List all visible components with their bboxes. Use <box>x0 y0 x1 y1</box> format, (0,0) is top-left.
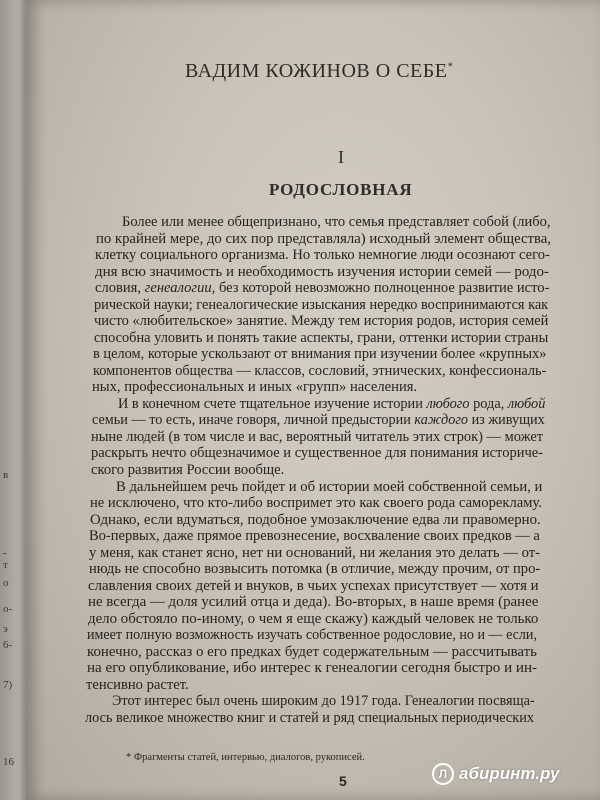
text-line <box>89 528 540 545</box>
text-span: чисто «любительское» занятие. Между тем история родов, история семей <box>94 313 549 330</box>
text-span: рической науки; генеалогические изыскания нередко воспринимаются как <box>94 296 549 313</box>
text-line <box>118 396 545 413</box>
text-span: клетку социального организма. Но только немногие люди осознают сего- <box>95 247 550 264</box>
text-line <box>87 644 537 661</box>
text-line <box>88 594 538 611</box>
text-span: у меня, как станет ясно, нет ни оснований, ни желания это делать — от- <box>89 544 541 561</box>
text-span: по крайней мере, до сих пор представляла) исходный элемент общества, <box>96 230 551 247</box>
text-line <box>116 479 542 496</box>
left-page-fragment: 7) <box>3 679 13 691</box>
text-line <box>91 445 543 462</box>
text-line <box>90 495 542 512</box>
text-span: тенсивно растет. <box>86 676 189 693</box>
text-line <box>93 363 546 380</box>
text-span: дня всю значимость и необходимость изучения истории семей — родо- <box>95 263 549 280</box>
text-line <box>89 545 540 562</box>
text-span: без которой невозможно полноценное развитие исто- <box>215 280 550 297</box>
left-page-fragment: - <box>3 547 7 559</box>
text-line <box>87 660 537 677</box>
left-page-fragment: о <box>3 577 9 589</box>
text-span: семьи — то есть, иначе говоря, личной предыстории <box>92 412 415 429</box>
text-span: рода, <box>469 395 508 412</box>
text-span: из живущих <box>468 412 545 429</box>
text-line <box>91 429 543 446</box>
text-span: раскрыть нечто общезначимое и существенное для понимания историче- <box>91 445 544 462</box>
text-span: Однако, если вдуматься, подобное умозаключение едва ли правомерно. <box>90 511 541 528</box>
text-line <box>94 297 548 314</box>
text-line <box>91 462 284 479</box>
text-span: лось великое множество книг и статей и ряд специальных периодических <box>85 710 534 726</box>
page-title-text: ВАДИМ КОЖИНОВ О СЕБЕ <box>185 60 448 82</box>
text-span: ных, профессиональных и иных «групп» населения. <box>92 379 418 396</box>
text-span: конечно, рассказ о его предках будет содержательным — рассчитывать <box>87 643 537 660</box>
page-title <box>185 60 453 83</box>
left-page-fragment: в <box>3 469 9 481</box>
left-page-fragment: 6- <box>3 639 13 651</box>
text-line <box>92 412 545 429</box>
text-span: дело обстояло по-иному, о чем я еще скажу) каждый человек не только <box>88 610 539 627</box>
text-span: славления своих детей и внуков, в чьих успехах присутствует — хотя и <box>88 577 539 594</box>
text-span: имеет полную возможность изучать собственное родословие, но и — если, <box>87 627 537 644</box>
footnote-mark: * <box>447 60 454 73</box>
watermark-text: абиринт.ру <box>459 764 560 783</box>
text-line <box>88 578 539 595</box>
text-line <box>95 280 549 297</box>
text-line <box>93 346 546 363</box>
watermark <box>432 763 559 785</box>
section-title: РОДОСЛОВНАЯ <box>269 180 413 199</box>
text-span: не исключено, что кто-либо воспримет это как своего рода саморекламу. <box>90 495 542 512</box>
text-span: словия, <box>95 280 145 297</box>
text-span: ныне людей (в том числе и вас, вероятный читатель этих строк) — может <box>91 428 544 445</box>
left-page-fragment: о- <box>3 603 13 615</box>
page-number: 5 <box>339 773 347 789</box>
text-line <box>92 379 417 396</box>
italic-text: любого <box>426 395 470 412</box>
left-page-fragment: т <box>3 559 8 571</box>
text-span: нюдь не способно возвысить потомка (в отличие, между прочим, от про- <box>89 561 541 578</box>
left-page-fragment: 16 <box>3 756 14 768</box>
text-line <box>89 561 540 578</box>
text-line <box>122 214 551 231</box>
left-page-fragment: э <box>3 623 8 635</box>
text-line <box>112 693 535 710</box>
text-span: способна уловить и понять такие аспекты, грани, оттенки истории страны <box>94 329 549 346</box>
text-line <box>96 231 551 248</box>
text-span: В дальнейшем речь пойдет и об истории моей собственной семьи, и <box>116 478 543 495</box>
text-line <box>90 512 541 529</box>
text-line <box>86 677 189 694</box>
text-line <box>95 247 550 264</box>
chapter-number: I <box>338 147 344 167</box>
text-span: не всегда — доля усилий отца и деда). Во-вторых, в наше время (ранее <box>88 594 539 611</box>
left-page-edge <box>0 0 26 800</box>
italic-text: каждого <box>414 412 469 429</box>
labirint-logo: Л <box>432 763 454 785</box>
text-span: И в конечном счете тщательное изучение истории <box>118 395 427 412</box>
text-span: ского развития России вообще. <box>91 462 285 478</box>
italic-text: любой <box>507 395 546 412</box>
text-line <box>94 330 548 347</box>
text-span: на его опубликование, ибо интерес к генеалогии сегодня быстро и ин- <box>87 660 538 677</box>
italic-text: генеалогии, <box>144 280 216 297</box>
text-line <box>95 264 549 281</box>
text-line <box>85 710 534 727</box>
footnote: * Фрагменты статей, интервью, диалогов, рукописей. <box>126 752 365 763</box>
text-span: Этот интерес был очень широким до 1917 года. Генеалогии посвяща- <box>112 693 535 710</box>
text-line <box>94 313 548 330</box>
text-span: Более или менее общепризнано, что семья представляет собой (либо, <box>122 214 551 230</box>
text-line <box>87 627 537 644</box>
text-line <box>88 611 538 628</box>
text-span: компонентов общества — классов, сословий, этнических, конфессиональ- <box>93 362 547 379</box>
text-span: Во-первых, даже прямое превознесение, восхваление своих предков — а <box>89 528 540 545</box>
text-span: в целом, которые ускользают от внимания при изучении более «крупных» <box>93 346 547 363</box>
